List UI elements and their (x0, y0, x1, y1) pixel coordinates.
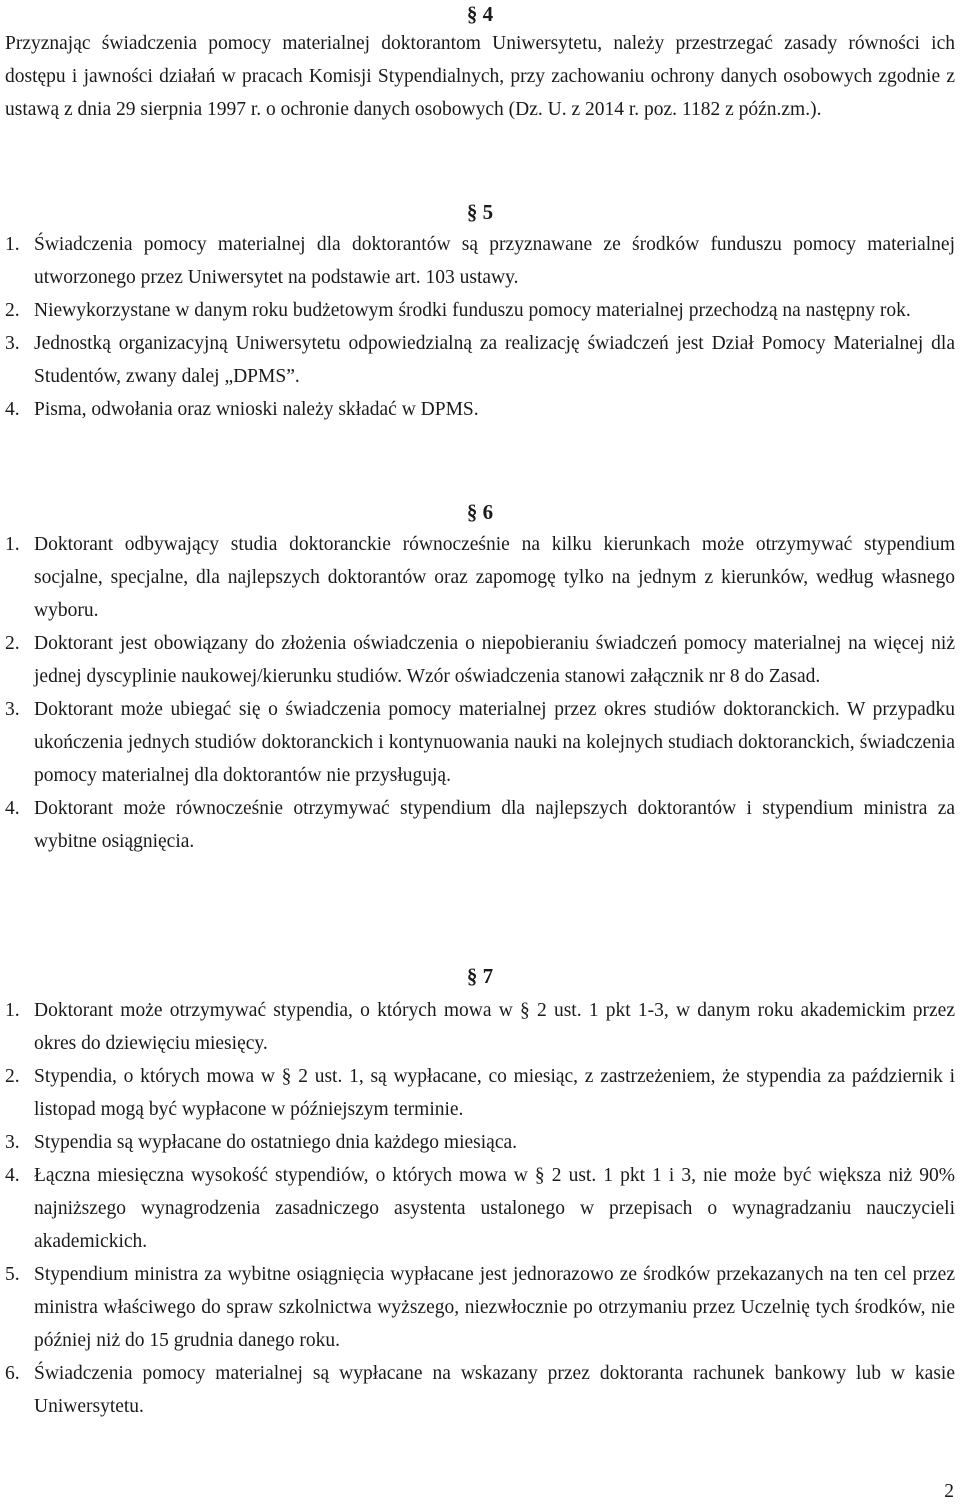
item-text: Doktorant może otrzymywać stypendia, o których mowa w § 2 ust. 1 pkt 1-3, w danym roku akademickim przez okres do dziewięciu miesięcy. (34, 1000, 955, 1054)
item-text: Łączna miesięczna wysokość stypendiów, o których mowa w § 2 ust. 1 pkt 1 i 3, nie może być większa niż 90% najniższego wynagrodzenia zasadniczego asystenta ustalonego w przepisach o wynagradzaniu nauczycieli akademickich. (34, 1165, 955, 1252)
section-heading-7: § 7 (466, 964, 494, 988)
list-item (5, 1357, 955, 1423)
section-heading-6: § 6 (466, 500, 494, 524)
section-6-list (5, 528, 955, 858)
list-item (5, 792, 955, 858)
list-item (5, 1060, 955, 1126)
item-number: 2. (5, 300, 20, 321)
item-number: 1. (5, 534, 20, 555)
page-number: 2 (944, 1481, 954, 1502)
item-number: 4. (5, 399, 20, 420)
item-number: 5. (5, 1264, 20, 1285)
list-item (5, 228, 955, 294)
item-number: 2. (5, 633, 20, 654)
item-text: Doktorant jest obowiązany do złożenia oświadczenia o niepobieraniu świadczeń pomocy materialnej na więcej niż jednej dyscyplinie naukowej/kierunku studiów. Wzór oświadczenia stanowi załącznik nr 8 do Zasad. (34, 633, 955, 687)
list-item (5, 294, 955, 327)
list-item (5, 1258, 955, 1357)
section-7-list (5, 994, 955, 1423)
item-text: Doktorant może równocześnie otrzymywać stypendium dla najlepszych doktorantów i stypendium ministra za wybitne osiągnięcia. (34, 798, 955, 852)
list-item (5, 1159, 955, 1258)
item-number: 2. (5, 1066, 20, 1087)
item-text: Niewykorzystane w danym roku budżetowym środki funduszu pomocy materialnej przechodzą na następny rok. (34, 300, 911, 321)
item-number: 3. (5, 333, 20, 354)
item-number: 3. (5, 699, 20, 720)
item-number: 1. (5, 234, 20, 255)
list-item (5, 627, 955, 693)
section-4-paragraph: Przyznając świadczenia pomocy materialnej doktorantom Uniwersytetu, należy przestrzegać zasady równości ich dostępu i jawności działań w pracach Komisji Stypendialnych, przy zachowaniu ochrony danych osobowych zgodnie z ustawą z dnia 29 sierpnia 1997 r. o ochronie danych osobowych (Dz. U. z 2014 r. poz. 1182 z późn.zm.). (5, 33, 955, 120)
item-text: Świadczenia pomocy materialnej są wypłacane na wskazany przez doktoranta rachunek bankowy lub w kasie Uniwersytetu. (34, 1363, 955, 1417)
item-number: 1. (5, 1000, 20, 1021)
list-item (5, 693, 955, 792)
item-text: Doktorant odbywający studia doktoranckie równocześnie na kilku kierunkach może otrzymywać stypendium socjalne, specjalne, dla najlepszych doktorantów oraz zapomogę tylko na jednym z kierunków, według własnego wyboru. (34, 534, 955, 621)
item-number: 4. (5, 798, 20, 819)
section-heading-5: § 5 (466, 200, 494, 224)
item-text: Pisma, odwołania oraz wnioski należy składać w DPMS. (34, 399, 479, 420)
section-heading-4: § 4 (466, 2, 494, 26)
list-item (5, 528, 955, 627)
item-number: 4. (5, 1165, 20, 1186)
list-item (5, 393, 955, 426)
item-text: Świadczenia pomocy materialnej dla doktorantów są przyznawane ze środków funduszu pomocy materialnej utworzonego przez Uniwersytet na podstawie art. 103 ustawy. (34, 234, 955, 288)
item-number: 6. (5, 1363, 20, 1384)
list-item (5, 1126, 955, 1159)
item-text: Stypendia, o których mowa w § 2 ust. 1, są wypłacane, co miesiąc, z zastrzeżeniem, że stypendia za październik i listopad mogą być wypłacone w późniejszym terminie. (34, 1066, 955, 1120)
item-text: Stypendium ministra za wybitne osiągnięcia wypłacane jest jednorazowo ze środków przekazanych na ten cel przez ministra właściwego do spraw szkolnictwa wyższego, niezwłocznie po otrzymaniu przez Uczelnię tych środków, nie później niż do 15 grudnia danego roku. (34, 1264, 955, 1351)
item-text: Stypendia są wypłacane do ostatniego dnia każdego miesiąca. (34, 1132, 518, 1153)
item-text: Doktorant może ubiegać się o świadczenia pomocy materialnej przez okres studiów doktoranckich. W przypadku ukończenia jednych studiów doktoranckich i kontynuowania nauki na kolejnych studiach doktoranckich, świadczenia pomocy materialnej dla doktorantów nie przysługują. (34, 699, 955, 786)
item-text: Jednostką organizacyjną Uniwersytetu odpowiedzialną za realizację świadczeń jest Dział Pomocy Materialnej dla Studentów, zwany dalej „DPMS”. (34, 333, 955, 387)
list-item (5, 994, 955, 1060)
section-5-list (5, 228, 955, 426)
item-number: 3. (5, 1132, 20, 1153)
list-item (5, 327, 955, 393)
